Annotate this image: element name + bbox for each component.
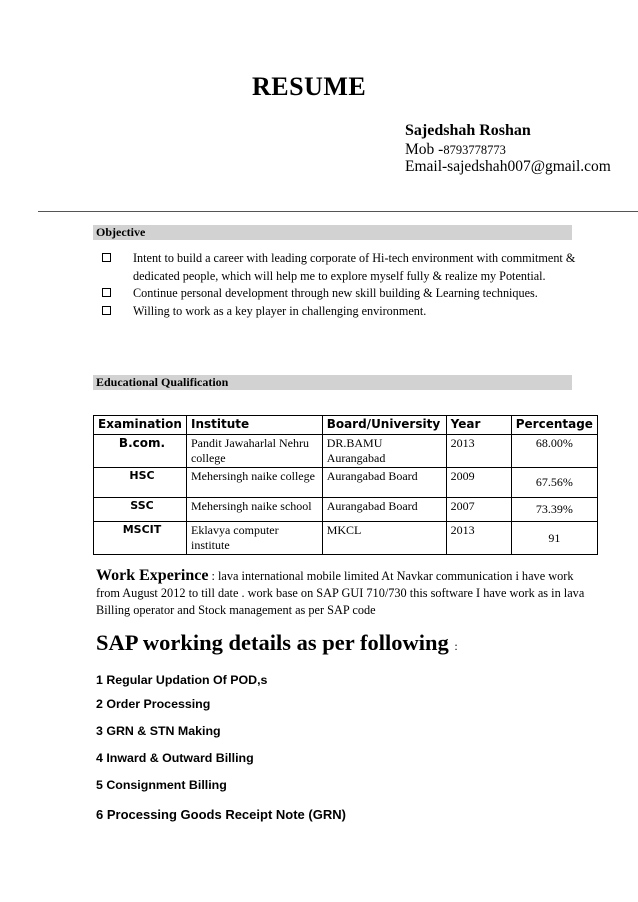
board-cell: MKCL bbox=[322, 522, 446, 555]
column-header: Percentage bbox=[511, 416, 597, 435]
sap-heading: SAP working details as per following : bbox=[96, 630, 458, 655]
year-cell: 2013 bbox=[446, 435, 511, 468]
column-header: Board/University bbox=[322, 416, 446, 435]
column-header: Institute bbox=[186, 416, 322, 435]
objective-list bbox=[98, 250, 578, 320]
year-cell: 2007 bbox=[446, 498, 511, 522]
institute-cell: Mehersingh naike school bbox=[186, 498, 322, 522]
exam-cell: MSCIT bbox=[94, 522, 187, 555]
work-experience bbox=[96, 567, 596, 619]
sap-item: 4 Inward & Outward Billing bbox=[96, 751, 254, 765]
column-header: Year bbox=[446, 416, 511, 435]
table-row bbox=[94, 468, 598, 498]
education-heading: Educational Qualification bbox=[93, 375, 572, 390]
checkbox-bullet-icon bbox=[102, 306, 111, 315]
board-cell: Aurangabad Board bbox=[322, 498, 446, 522]
table-row bbox=[94, 435, 598, 468]
sap-item: 2 Order Processing bbox=[96, 697, 211, 711]
percentage-cell: 67.56% bbox=[511, 468, 597, 498]
percentage-cell: 73.39% bbox=[511, 498, 597, 522]
year-cell: 2009 bbox=[446, 468, 511, 498]
sap-item: 5 Consignment Billing bbox=[96, 778, 227, 792]
objective-item: Intent to build a career with leading corporate of Hi-tech environment with commitment & dedicated people, which will help me to explore myself fully & realize my Potential. bbox=[98, 250, 578, 285]
institute-cell: Mehersingh naike college bbox=[186, 468, 322, 498]
table-row bbox=[94, 498, 598, 522]
mobile-line bbox=[405, 141, 506, 159]
candidate-name: Sajedshah Roshan bbox=[405, 122, 531, 139]
checkbox-bullet-icon bbox=[102, 253, 111, 262]
institute-cell: Pandit Jawaharlal Nehru college bbox=[186, 435, 322, 468]
column-header: Examination bbox=[94, 416, 187, 435]
work-heading: Work Experince bbox=[96, 567, 209, 584]
percentage-cell: 68.00% bbox=[511, 435, 597, 468]
institute-cell: Eklavya computer institute bbox=[186, 522, 322, 555]
exam-cell: HSC bbox=[94, 468, 187, 498]
table-row bbox=[94, 522, 598, 555]
exam-cell: SSC bbox=[94, 498, 187, 522]
checkbox-bullet-icon bbox=[102, 288, 111, 297]
work-text: : lava international mobile limited At Navkar communication i have work from August 2012 to till date . work base on SAP GUI 710/730 this software I have work as in lava Billing operator and Stock management as per SAP code bbox=[96, 569, 585, 617]
objective-item: Willing to work as a key player in challenging environment. bbox=[98, 303, 578, 321]
year-cell: 2013 bbox=[446, 522, 511, 555]
mobile-number: 8793778773 bbox=[443, 143, 506, 157]
resume-title: RESUME bbox=[252, 72, 367, 101]
exam-cell: B.com. bbox=[94, 435, 187, 468]
table-header-row bbox=[94, 416, 598, 435]
sap-item: 1 Regular Updation Of POD,s bbox=[96, 673, 268, 687]
header-divider bbox=[38, 211, 638, 212]
sap-item: 3 GRN & STN Making bbox=[96, 724, 221, 738]
board-cell: Aurangabad Board bbox=[322, 468, 446, 498]
objective-item: Continue personal development through new skill building & Learning techniques. bbox=[98, 285, 578, 303]
board-cell: DR.BAMU Aurangabad bbox=[322, 435, 446, 468]
percentage-cell: 91 bbox=[511, 522, 597, 555]
mobile-label: Mob - bbox=[405, 141, 444, 158]
education-table bbox=[93, 415, 598, 555]
objective-heading: Objective bbox=[93, 225, 572, 240]
sap-item: 6 Processing Goods Receipt Note (GRN) bbox=[96, 807, 346, 822]
email-line: Email-sajedshah007@gmail.com bbox=[405, 158, 611, 175]
